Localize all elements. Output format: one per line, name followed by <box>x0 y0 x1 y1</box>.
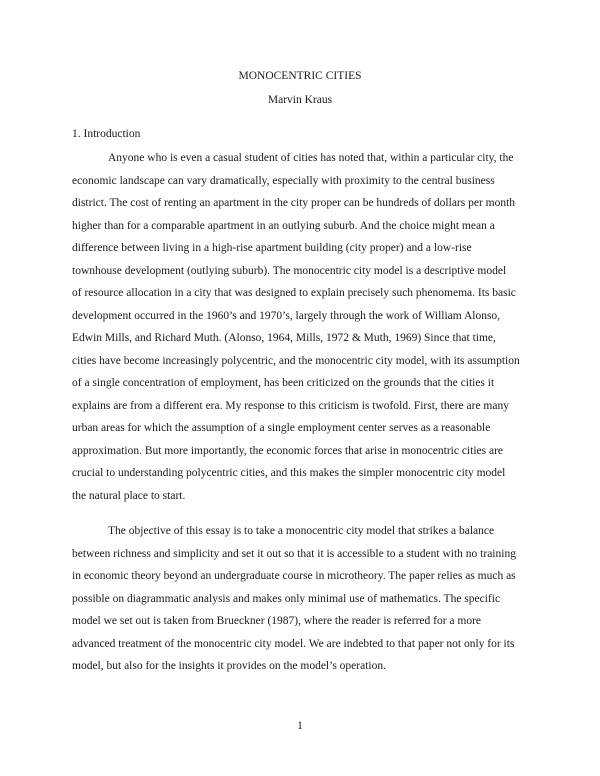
paragraph-line: townhouse development (outlying suburb). The monocentric city model is a descriptive model <box>72 264 507 277</box>
paragraph-line: in economic theory beyond an undergraduate course in microtheory. The paper relies as much as <box>72 570 516 582</box>
paragraph-line: explains are from a different era. My response to this criticism is twofold. First, there are many <box>72 399 509 412</box>
paragraph-line: Edwin Mills, and Richard Muth. (Alonso, 1964, Mills, 1972 & Muth, 1969) Since that time, <box>72 332 496 344</box>
paragraph-line: the natural place to start. <box>72 489 186 502</box>
paragraph-line: economic landscape can vary dramatically, especially with proximity to the central business <box>72 174 495 187</box>
paragraph-line: Anyone who is even a casual student of cities has noted that, within a particular city, the <box>108 152 514 164</box>
paragraph-line: model we set out is taken from Brueckner (1987), where the reader is referred for a more <box>72 615 482 627</box>
paragraph-1 <box>72 147 544 507</box>
paragraph-line: possible on diagrammatic analysis and makes only minimal use of mathematics. The specific <box>72 592 501 605</box>
paragraph-line: difference between living in a high-rise apartment building (city proper) and a low-rise <box>72 242 472 254</box>
paragraph-line: between richness and simplicity and set it out so that it is accessible to a student with no training <box>72 547 516 560</box>
paragraph-line: model, but also for the insights it provides on the model’s operation. <box>72 660 386 672</box>
document-title: MONOCENTRIC CITIES <box>238 70 362 82</box>
paragraph-line: district. The cost of renting an apartment in the city proper can be hundreds of dollars per month <box>72 197 516 209</box>
paragraph-line: approximation. But more importantly, the economic forces that arise in monocentric cities are <box>72 444 504 457</box>
paragraph-line: advanced treatment of the monocentric city model. We are indebted to that paper not only for its <box>72 637 515 650</box>
paragraph-line: of a single concentration of employment, has been criticized on the grounds that the cities it <box>72 377 495 389</box>
paragraph-line: cities have become increasingly polycentric, and the monocentric city model, with its assumption <box>72 354 520 367</box>
paragraph-line: of resource allocation in a city that was designed to explain precisely such phenomema. Its basic <box>72 287 516 299</box>
page-number: 1 <box>297 720 303 732</box>
paragraph-line: urban areas for which the assumption of a single employment center serves as a reasonable <box>72 422 491 434</box>
paragraph-line: development occurred in the 1960’s and 1970’s, largely through the work of William Alonso, <box>72 309 501 322</box>
paragraph-line: crucial to understanding polycentric cities, and this makes the simpler monocentric city model <box>72 467 506 479</box>
section-heading: 1. Introduction <box>72 128 141 140</box>
paragraph-line: The objective of this essay is to take a monocentric city model that strikes a balance <box>108 525 495 537</box>
author-name: Marvin Kraus <box>267 94 333 106</box>
paragraph-line: higher than for a comparable apartment in an outlying suburb. And the choice might mean a <box>72 219 495 232</box>
paragraph-2 <box>72 520 544 678</box>
